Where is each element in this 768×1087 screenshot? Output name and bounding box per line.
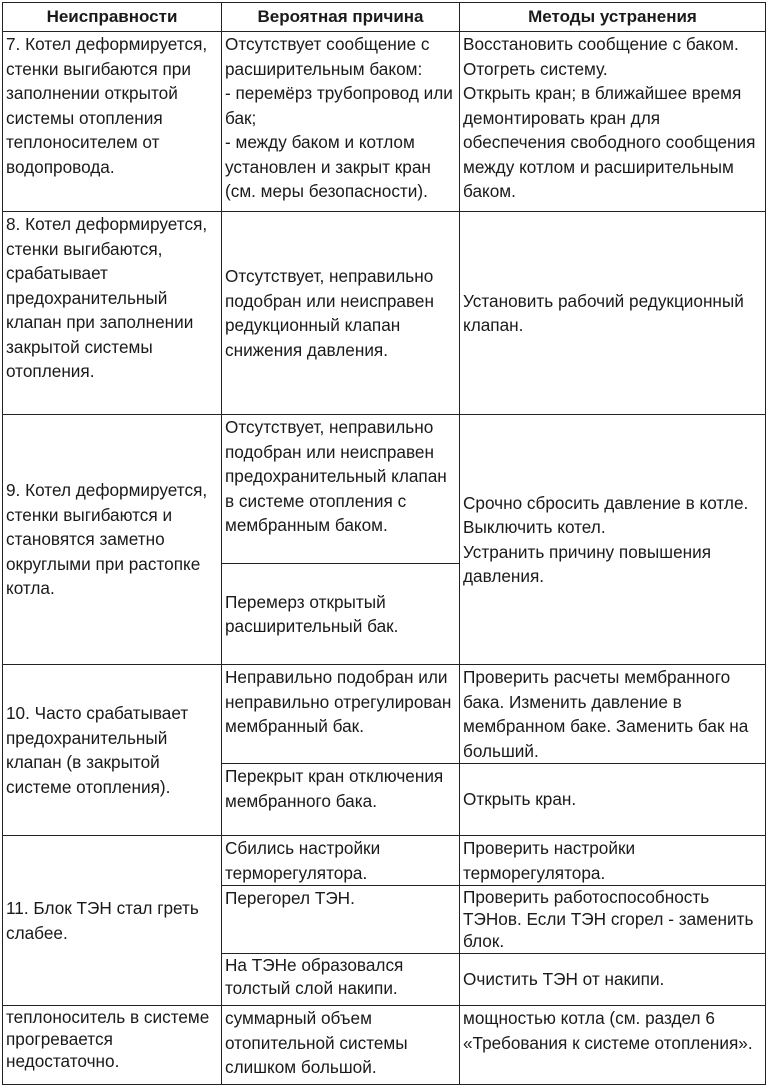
remedy-cell: [460, 32, 766, 212]
header-row: [3, 3, 766, 32]
cause-cell: [222, 415, 460, 564]
fault-text: 9. Котел деформируется, стенки выгибаются и становятся заметно округлыми при растопке котла.: [6, 480, 208, 599]
remedy-text: Установить рабочий редукционный клапан.: [463, 290, 744, 335]
fault-cell: [3, 1006, 222, 1085]
header-cause: Вероятная причина: [222, 3, 460, 32]
fault-text: 8. Котел деформируется, стенки выгибаются, срабатывает предохранительный клапан при заполнении закрытой системы отопления.: [6, 214, 208, 381]
table-row: [3, 665, 766, 764]
remedy-cell: [460, 415, 766, 665]
cause-text: Неправильно подобран или неправильно отрегулирован мембранный бак.: [225, 667, 452, 736]
remedy-text: Восстановить сообщение с баком. Отогреть систему. Открыть кран; в ближайшее время демонтировать кран для обеспечения свободного сообщения между котлом и расширительным баком.: [463, 34, 756, 201]
fault-cell: [3, 32, 222, 212]
cause-text: Отсутствует, неправильно подобран или неисправен предохранительный клапан в системе отопления с мембранным баком.: [225, 417, 447, 535]
remedy-cell: [460, 665, 766, 764]
cause-text: Перегорел ТЭН.: [225, 888, 355, 908]
cause-text: Перекрыт кран отключения мембранного бака.: [225, 766, 444, 811]
remedy-text: мощностью котла (см. раздел 6 «Требования к системе отопления».: [463, 1008, 753, 1053]
table-row: [3, 1006, 766, 1085]
cause-text: Отсутствует сообщение с расширительным баком: - перемёрз трубопровод или бак; - между баком и котлом установлен и закрыт кран (см. меры безопасности).: [225, 34, 453, 201]
cause-text: На ТЭНе образовался толстый слой накипи.: [225, 955, 404, 998]
fault-text: 10. Часто срабатывает предохранительный клапан (в закрытой системе отопления).: [6, 703, 189, 797]
header-fault: Неисправности: [3, 3, 222, 32]
cause-cell: [222, 1006, 460, 1085]
remedy-text: Срочно сбросить давление в котле. Выключить котел. Устранить причину повышения давления.: [463, 492, 749, 586]
cause-text: Отсутствует, неправильно подобран или неисправен редукционный клапан снижения давления.: [225, 266, 434, 360]
cause-cell: [222, 886, 460, 954]
cause-cell: [222, 212, 460, 415]
cause-cell: [222, 32, 460, 212]
remedy-cell: [460, 954, 766, 1006]
cause-cell: [222, 564, 460, 665]
fault-cell: [3, 415, 222, 665]
remedy-cell: [460, 886, 766, 954]
remedy-text: Проверить работоспособность ТЭНов. Если ТЭН сгорел - заменить блок.: [463, 887, 754, 951]
remedy-cell: [460, 836, 766, 886]
table-row: [3, 415, 766, 564]
remedy-text: Проверить расчеты мембранного бака. Изменить давление в мембранном баке. Заменить бак на больший.: [463, 667, 749, 761]
table-row: [3, 32, 766, 212]
cause-cell: [222, 764, 460, 836]
fault-text: 11. Блок ТЭН стал греть слабее.: [6, 898, 199, 943]
fault-cell: [3, 836, 222, 1006]
cause-text: Сбились настройки терморегулятора.: [225, 838, 381, 883]
cause-cell: [222, 954, 460, 1006]
fault-cell: [3, 212, 222, 415]
remedy-cell: [460, 212, 766, 415]
cause-cell: [222, 836, 460, 886]
cause-text: суммарный объем отопительной системы слишком большой.: [225, 1008, 408, 1077]
remedy-cell: [460, 1006, 766, 1085]
header-remedy: Методы устранения: [460, 3, 766, 32]
fault-text: теплоноситель в системе прогревается недостаточно.: [6, 1007, 210, 1071]
cause-cell: [222, 665, 460, 764]
remedy-text: Проверить настройки терморегулятора.: [463, 838, 636, 883]
fault-text: 7. Котел деформируется, стенки выгибаются при заполнении открытой системы отопления теплоносителем от водопровода.: [6, 34, 208, 177]
troubleshooting-table: [2, 2, 766, 1085]
table-row: [3, 212, 766, 415]
remedy-text: Открыть кран.: [463, 789, 577, 810]
table-row: [3, 836, 766, 886]
cause-text: Перемерз открытый расширительный бак.: [225, 591, 399, 636]
remedy-cell: [460, 764, 766, 836]
fault-cell: [3, 665, 222, 836]
remedy-text: Очистить ТЭН от накипи.: [463, 969, 665, 990]
